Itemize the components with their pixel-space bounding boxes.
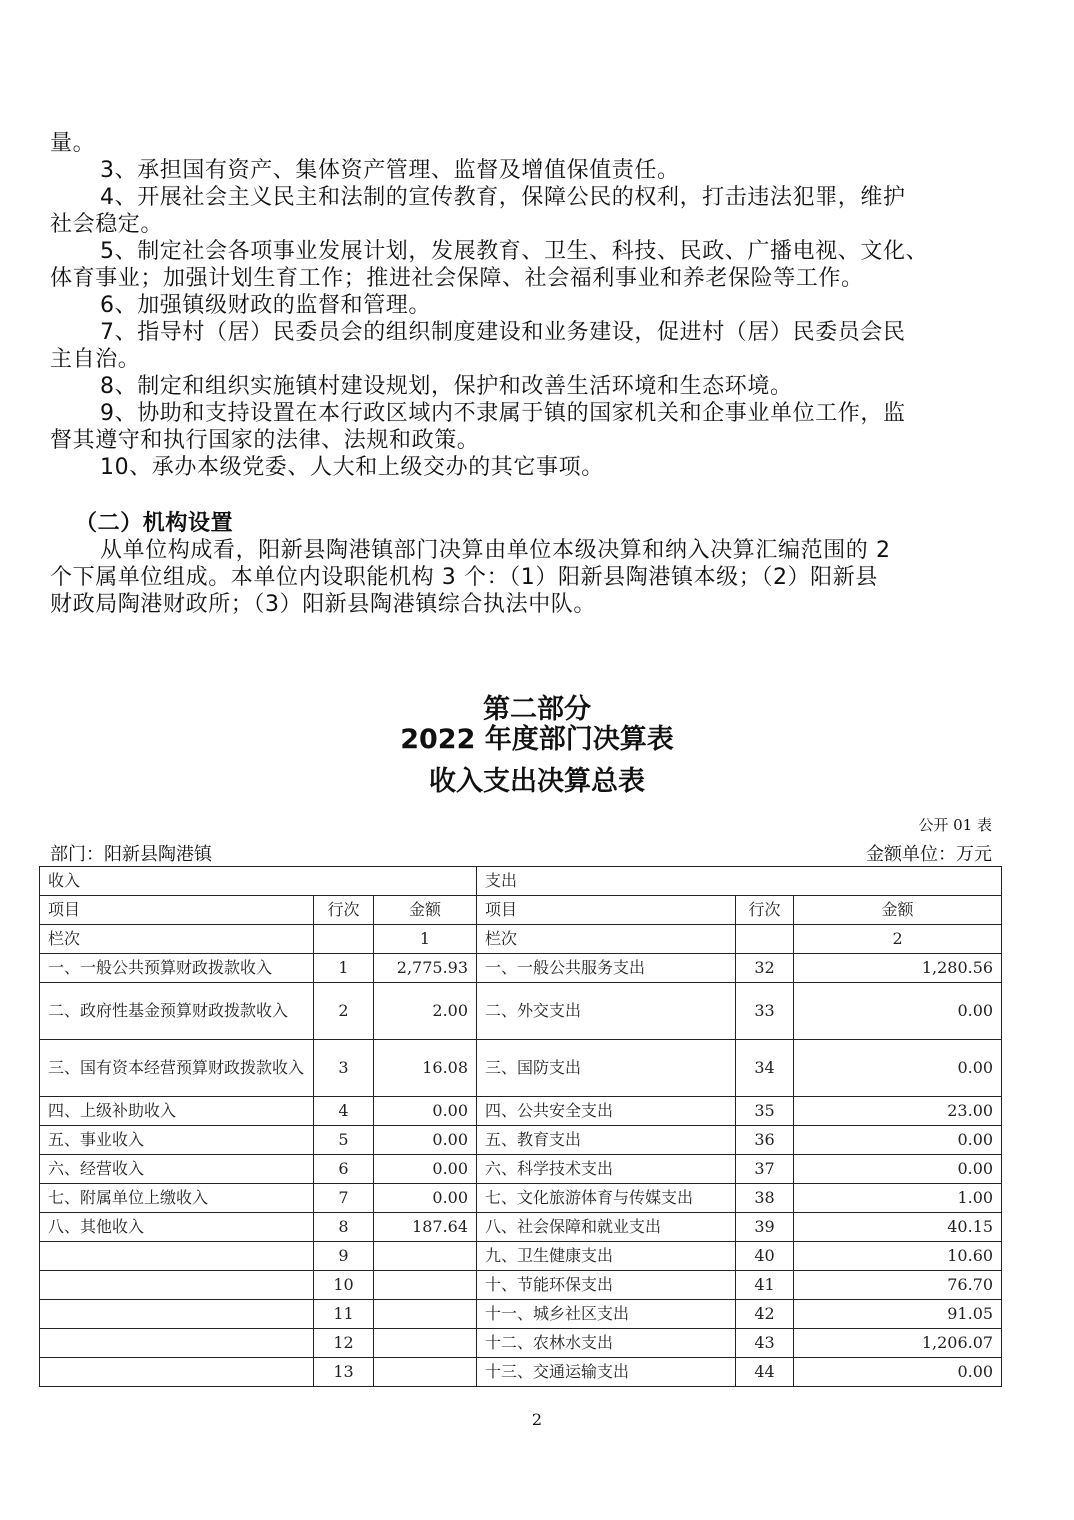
text-line: 社会稳定。 [50, 212, 164, 237]
table-row [40, 1126, 1002, 1155]
expense-item-cell: 十、节能环保支出 [477, 1271, 736, 1300]
income-row-no-cell: 9 [314, 1242, 374, 1271]
department-label: 部门：阳新县陶港镇 [50, 844, 212, 865]
table-row [40, 1242, 1002, 1271]
income-row-no-cell: 8 [314, 1213, 374, 1242]
income-item-cell [40, 1358, 314, 1387]
table-title: 收入支出决算总表 [429, 766, 645, 797]
text-line: 5、制定社会各项事业发展计划，发展教育、卫生、科技、民政、广播电视、文化、 [100, 239, 929, 264]
part-title: 第二部分 [483, 694, 591, 725]
expense-amount-cell: 0.00 [794, 983, 1002, 1040]
text-line: 督其遵守和执行国家的法律、法规和政策。 [50, 428, 480, 453]
income-item-cell: 五、事业收入 [40, 1126, 314, 1155]
income-amount-cell: 2,775.93 [374, 954, 477, 983]
income-amount-cell [374, 1358, 477, 1387]
income-row-no-cell: 7 [314, 1184, 374, 1213]
expense-item-cell: 七、文化旅游体育与传媒支出 [477, 1184, 736, 1213]
expense-item-cell: 四、公共安全支出 [477, 1097, 736, 1126]
income-amount-cell [374, 1242, 477, 1271]
text-line: 10、承办本级党委、人大和上级交办的其它事项。 [100, 455, 604, 480]
expense-item-header: 项目 [477, 896, 736, 925]
expense-header: 支出 [477, 867, 1002, 896]
text-line: 主自治。 [50, 347, 141, 372]
expense-amount-cell: 23.00 [794, 1097, 1002, 1126]
income-column-blank [314, 925, 374, 954]
income-row-no-cell: 13 [314, 1358, 374, 1387]
expense-row-no-cell: 43 [736, 1329, 794, 1358]
expense-row-no-cell: 32 [736, 954, 794, 983]
expense-item-cell: 十二、农林水支出 [477, 1329, 736, 1358]
expense-column-blank [736, 925, 794, 954]
part-subtitle: 2022 年度部门决算表 [400, 724, 674, 755]
income-item-cell: 二、政府性基金预算财政拨款收入 [40, 983, 314, 1040]
page-number: 2 [531, 1410, 543, 1429]
table-row [40, 1271, 1002, 1300]
expense-row-no-header: 行次 [736, 896, 794, 925]
expense-amount-cell: 1.00 [794, 1184, 1002, 1213]
org-section [50, 510, 995, 618]
expense-row-no-cell: 42 [736, 1300, 794, 1329]
expense-amount-cell: 1,280.56 [794, 954, 1002, 983]
income-row-no-cell: 3 [314, 1040, 374, 1097]
income-amount-cell: 16.08 [374, 1040, 477, 1097]
income-amount-header: 金额 [374, 896, 477, 925]
text-line: 财政局陶港财政所；（3）阳新县陶港镇综合执法中队。 [50, 592, 596, 617]
expense-row-no-cell: 39 [736, 1213, 794, 1242]
expense-amount-cell: 0.00 [794, 1126, 1002, 1155]
expense-row-no-cell: 44 [736, 1358, 794, 1387]
income-item-cell: 六、经营收入 [40, 1155, 314, 1184]
income-amount-cell [374, 1300, 477, 1329]
text-line: 7、指导村（居）民委员会的组织制度建设和业务建设，促进村（居）民委员会民 [100, 320, 906, 345]
expense-amount-cell: 76.70 [794, 1271, 1002, 1300]
table-row [40, 1097, 1002, 1126]
text-line: 3、承担国有资产、集体资产管理、监督及增值保值责任。 [100, 158, 680, 183]
table-row [40, 1184, 1002, 1213]
income-header: 收入 [40, 867, 477, 896]
expense-item-cell: 三、国防支出 [477, 1040, 736, 1097]
income-row-no-cell: 12 [314, 1329, 374, 1358]
income-item-cell [40, 1242, 314, 1271]
duties-section [50, 130, 995, 481]
org-paragraph [50, 537, 995, 618]
income-amount-cell: 0.00 [374, 1184, 477, 1213]
income-amount-cell [374, 1329, 477, 1358]
expense-item-cell: 十一、城乡社区支出 [477, 1300, 736, 1329]
income-expense-table [39, 866, 1002, 1387]
income-amount-cell: 0.00 [374, 1126, 477, 1155]
table-row [40, 1213, 1002, 1242]
table-column-header-row [40, 896, 1002, 925]
expense-item-cell: 二、外交支出 [477, 983, 736, 1040]
income-row-no-cell: 5 [314, 1126, 374, 1155]
income-row-no-cell: 1 [314, 954, 374, 983]
expense-amount-cell: 0.00 [794, 1040, 1002, 1097]
income-item-cell: 三、国有资本经营预算财政拨款收入 [40, 1040, 314, 1097]
income-item-cell: 一、一般公共预算财政拨款收入 [40, 954, 314, 983]
expense-row-no-cell: 36 [736, 1126, 794, 1155]
income-amount-cell: 0.00 [374, 1155, 477, 1184]
expense-amount-cell: 40.15 [794, 1213, 1002, 1242]
income-row-no-cell: 10 [314, 1271, 374, 1300]
expense-row-no-cell: 38 [736, 1184, 794, 1213]
text-line: 量。 [50, 131, 96, 156]
table-row [40, 1040, 1002, 1097]
unit-label: 金额单位：万元 [866, 844, 992, 865]
income-item-cell [40, 1271, 314, 1300]
text-line: 6、加强镇级财政的监督和管理。 [100, 293, 431, 318]
table-row [40, 954, 1002, 983]
income-column-label: 栏次 [40, 925, 314, 954]
income-item-cell: 四、上级补助收入 [40, 1097, 314, 1126]
income-item-cell [40, 1300, 314, 1329]
income-amount-cell [374, 1271, 477, 1300]
income-item-cell: 八、其他收入 [40, 1213, 314, 1242]
income-row-no-cell: 6 [314, 1155, 374, 1184]
table-row [40, 1358, 1002, 1387]
expense-row-no-cell: 37 [736, 1155, 794, 1184]
expense-item-cell: 十三、交通运输支出 [477, 1358, 736, 1387]
text-line: 体育事业；加强计划生育工作；推进社会保障、社会福利事业和养老保险等工作。 [50, 266, 864, 291]
expense-amount-cell: 91.05 [794, 1300, 1002, 1329]
expense-row-no-cell: 35 [736, 1097, 794, 1126]
expense-amount-cell: 0.00 [794, 1358, 1002, 1387]
expense-item-cell: 九、卫生健康支出 [477, 1242, 736, 1271]
table-column-number-row [40, 925, 1002, 954]
section-heading: （二）机构设置 [75, 511, 234, 536]
expense-item-cell: 八、社会保障和就业支出 [477, 1213, 736, 1242]
income-item-cell: 七、附属单位上缴收入 [40, 1184, 314, 1213]
income-row-no-cell: 4 [314, 1097, 374, 1126]
income-amount-cell: 0.00 [374, 1097, 477, 1126]
expense-amount-cell: 0.00 [794, 1155, 1002, 1184]
income-item-cell [40, 1329, 314, 1358]
income-row-no-cell: 11 [314, 1300, 374, 1329]
income-amount-cell: 2.00 [374, 983, 477, 1040]
table-row [40, 1329, 1002, 1358]
expense-item-cell: 五、教育支出 [477, 1126, 736, 1155]
expense-row-no-cell: 34 [736, 1040, 794, 1097]
expense-row-no-cell: 33 [736, 983, 794, 1040]
text-line: 8、制定和组织实施镇村建设规划，保护和改善生活环境和生态环境。 [100, 374, 793, 399]
expense-item-cell: 一、一般公共服务支出 [477, 954, 736, 983]
table-row [40, 1300, 1002, 1329]
income-column-number: 1 [374, 925, 477, 954]
expense-column-number: 2 [794, 925, 1002, 954]
text-line: 9、协助和支持设置在本行政区域内不隶属于镇的国家机关和企事业单位工作，监 [100, 401, 906, 426]
text-line: 从单位构成看，阳新县陶港镇部门决算由单位本级决算和纳入决算汇编范围的 2 [100, 538, 891, 563]
table-row [40, 1155, 1002, 1184]
expense-column-label: 栏次 [477, 925, 736, 954]
expense-amount-cell: 1,206.07 [794, 1329, 1002, 1358]
income-amount-cell: 187.64 [374, 1213, 477, 1242]
income-item-header: 项目 [40, 896, 314, 925]
table-row [40, 983, 1002, 1040]
expense-row-no-cell: 41 [736, 1271, 794, 1300]
expense-amount-cell: 10.60 [794, 1242, 1002, 1271]
text-line: 个下属单位组成。本单位内设职能机构 3 个：（1）阳新县陶港镇本级；（2）阳新县 [50, 565, 878, 590]
expense-row-no-cell: 40 [736, 1242, 794, 1271]
table-section-header-row [40, 867, 1002, 896]
income-row-no-header: 行次 [314, 896, 374, 925]
table-code: 公开 01 表 [918, 816, 992, 834]
income-row-no-cell: 2 [314, 983, 374, 1040]
expense-item-cell: 六、科学技术支出 [477, 1155, 736, 1184]
text-line: 4、开展社会主义民主和法制的宣传教育，保障公民的权利，打击违法犯罪，维护 [100, 185, 906, 210]
expense-amount-header: 金额 [794, 896, 1002, 925]
